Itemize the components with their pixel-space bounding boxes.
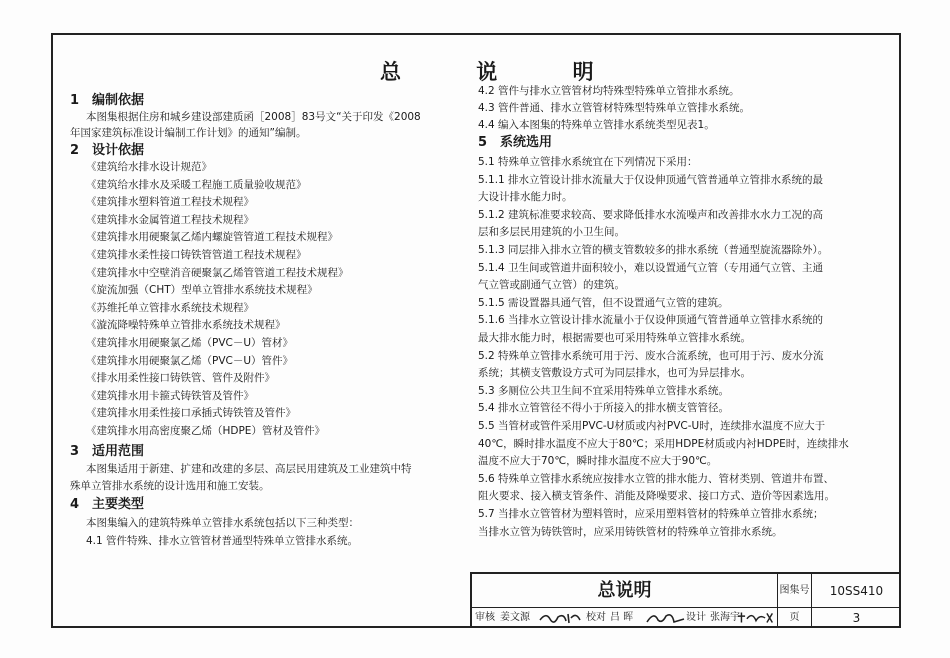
section-5-line: 阻火要求、接入横支管条件、消能及降噪要求、接口方式、造价等因素选用。 <box>478 490 835 503</box>
review-label: 审核 <box>475 612 495 623</box>
section-5-line: 5.1.5 需设置器具通气管，但不设置通气立管的建筑。 <box>478 296 729 309</box>
page-label: 页 <box>778 608 812 628</box>
standard-name: 《建筑排水用高密度聚乙烯（HDPE）管材及管件》 <box>86 425 325 437</box>
check-signature-icon <box>644 610 688 625</box>
check-label: 校对 <box>586 612 606 623</box>
section-5-line: 40℃，瞬时排水温度不应大于80℃；采用HDPE材质或内衬HDPE时，连续排水 <box>478 437 849 450</box>
review-name: 姜文源 <box>500 612 530 623</box>
section-1-line: 年国家建筑标准设计编制工作计划》的通知”编制。 <box>70 127 307 139</box>
standard-name: 《苏维托单立管排水系统技术规程》 <box>86 301 254 314</box>
page-title: 总 说 明 <box>380 60 628 84</box>
standard-name: 《漩流降噪特殊单立管排水系统技术规程》 <box>86 319 286 332</box>
section-5-line: 大设计排水能力时。 <box>478 191 573 204</box>
section-heading-1: 1 编制依据 <box>70 93 145 108</box>
design-label: 设计 <box>686 612 706 623</box>
section-5-line: 当排水立管为铸铁管时，应采用铸铁管材的特殊单立管排水系统。 <box>478 525 783 538</box>
section-5-line: 5.2 特殊单立管排水系统可用于污、废水合流系统，也可用于污、废水分流 <box>478 349 824 362</box>
section-5-line: 系统；其横支管敷设方式可为同层排水，也可为异层排水。 <box>478 367 751 380</box>
standard-name: 《建筑排水用硬聚氯乙烯（PVC－U）管件》 <box>86 354 294 367</box>
section-1-line: 本图集根据住房和城乡建设部建质函［2008］83号文“关于印发《2008 <box>86 111 421 123</box>
section-5-line: 5.1 特殊单立管排水系统宜在下列情况下采用： <box>478 156 698 168</box>
section-5-line: 5.6 特殊单立管排水系统应按排水立管的排水能力、管材类别、管道井布置、 <box>478 472 835 485</box>
design-name: 张海宇 <box>710 612 740 623</box>
type-line: 4.2 管件与排水立管管材均特殊型特殊单立管排水系统。 <box>478 85 740 97</box>
section-5-line: 5.1.1 排水立管设计排水流量大于仅设伸顶通气管普通单立管排水系统的最 <box>478 173 824 186</box>
atlas-number-value: 10SS410 <box>812 574 901 608</box>
section-5-line: 5.5 当管材或管件采用PVC-U材质或内衬PVC-U时，连续排水温度不应大于 <box>478 420 826 432</box>
section-4-line: 本图集编入的建筑特殊单立管排水系统包括以下三种类型： <box>86 517 359 529</box>
section-5-line: 层和多层民用建筑的小卫生间。 <box>478 226 625 239</box>
standard-name: 《建筑排水塑料管道工程技术规程》 <box>86 196 254 209</box>
title-block-title: 总说明 <box>472 574 778 608</box>
signature-row <box>472 608 778 628</box>
page-number: 3 <box>852 611 861 625</box>
section-3-line: 殊单立管排水系统的设计选用和施工安装。 <box>70 480 270 492</box>
standard-name: 《旋流加强（CHT）型单立管排水系统技术规程》 <box>86 284 318 297</box>
title-block <box>470 572 901 628</box>
standard-name: 《建筑排水金属管道工程技术规程》 <box>86 213 254 226</box>
standard-name: 《建筑排水中空壁消音硬聚氯乙烯管管道工程技术规程》 <box>86 266 349 279</box>
section-5-line: 温度不应大于70℃，瞬时排水温度不应大于90℃。 <box>478 455 718 468</box>
standard-name: 《建筑给水排水设计规范》 <box>86 161 212 173</box>
design-signature-icon <box>736 610 776 625</box>
section-heading-5: 5 系统选用 <box>478 135 553 150</box>
section-5-line: 5.1.6 当排水立管设计排水流量小于仅设伸顶通气管普通单立管排水系统的 <box>478 314 824 327</box>
standard-name: 《建筑排水用柔性接口承插式铸铁管及管件》 <box>86 407 296 420</box>
type-line: 4.3 管件普通、排水立管管材特殊型特殊单立管排水系统。 <box>478 102 751 114</box>
section-5-line: 5.1.4 卫生间或管道井面积较小，难以设置通气立管（专用通气立管、主通 <box>478 261 824 274</box>
check-name: 吕 晖 <box>610 612 634 623</box>
standard-name: 《排水用柔性接口铸铁管、管件及附件》 <box>86 372 275 385</box>
atlas-number-label: 图集号 <box>778 574 812 608</box>
section-5-line: 气立管或副通气立管）的建筑。 <box>478 279 625 292</box>
section-heading-2: 2 设计依据 <box>70 143 145 158</box>
section-5-line: 5.7 当排水立管管材为塑料管时，应采用塑料管材的特殊单立管排水系统； <box>478 508 824 520</box>
section-5-line: 最大排水能力时，根据需要也可采用特殊单立管排水系统。 <box>478 332 751 344</box>
section-5-line: 5.4 排水立管管径不得小于所接入的排水横支管管径。 <box>478 402 730 415</box>
standard-name: 《建筑排水用硬聚氯乙烯（PVC－U）管材》 <box>86 337 294 349</box>
standard-name: 《建筑排水用卡箍式铸铁管及管件》 <box>86 389 254 402</box>
section-heading-4: 4 主要类型 <box>70 497 145 512</box>
section-4-line: 4.1 管件特殊、排水立管管材普通型特殊单立管排水系统。 <box>86 535 359 547</box>
type-line: 4.4 编入本图集的特殊单立管排水系统类型见表1。 <box>478 119 715 131</box>
section-3-line: 本图集适用于新建、扩建和改建的多层、高层民用建筑及工业建筑中特 <box>86 463 412 475</box>
section-5-line: 5.1.2 建筑标准要求较高、要求降低排水水流噪声和改善排水水力工况的高 <box>478 208 824 221</box>
standard-name: 《建筑排水用硬聚氯乙烯内螺旋管管道工程技术规程》 <box>86 231 338 244</box>
section-heading-3: 3 适用范围 <box>70 444 145 459</box>
section-5-line: 5.1.3 同层排入排水立管的横支管数较多的排水系统（普通型旋流器除外）。 <box>478 244 829 256</box>
standard-name: 《建筑给水排水及采暖工程施工质量验收规范》 <box>86 178 307 191</box>
standard-name: 《建筑排水柔性接口铸铁管管道工程技术规程》 <box>86 249 307 261</box>
section-5-line: 5.3 多厕位公共卫生间不宜采用特殊单立管排水系统。 <box>478 384 730 397</box>
review-signature-icon <box>538 610 582 625</box>
